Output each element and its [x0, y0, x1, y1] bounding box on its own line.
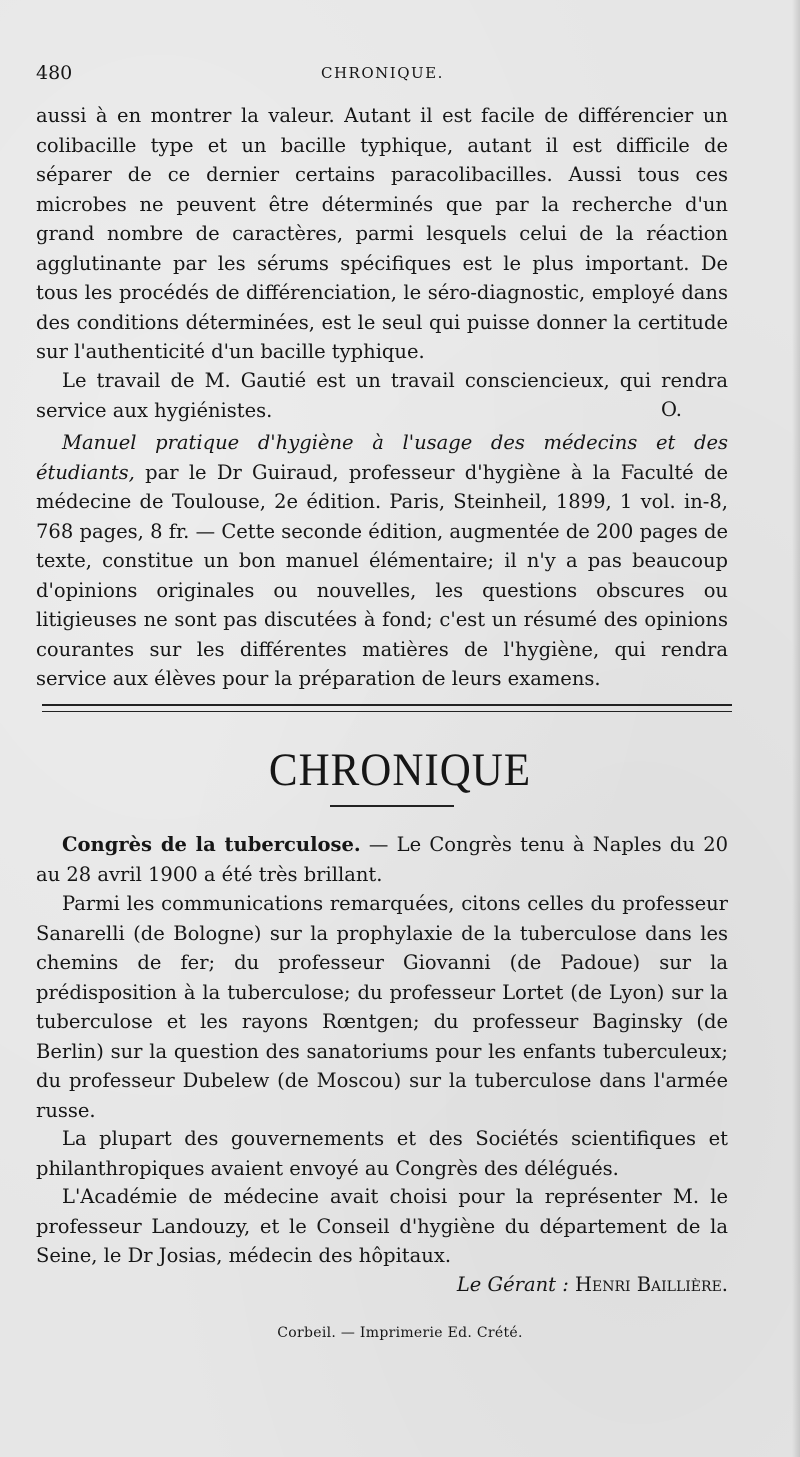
congress-lead-paragraph — [36, 830, 728, 889]
section-separator — [42, 704, 732, 712]
running-title: CHRONIQUE. — [321, 64, 444, 82]
congress-lead-text: — Le Congrès tenu à Naples du 20 au 28 avril 1900 a été très brillant. — [36, 833, 729, 886]
page-number: 480 — [36, 62, 73, 84]
congress-academy-paragraph: L'Académie de médecine avait choisi pour la représenter M. le professeur Landouzy, et le Conseil d'hygiène du département de la Seine, le Dr Josias, médecin des hôpitaux. — [36, 1185, 728, 1267]
page-edge-shadow — [792, 0, 800, 1457]
congress-delegates-paragraph: La plupart des gouvernements et des Sociétés scientifiques et philanthropiques avaient envoyé au Congrès des délégués. — [36, 1127, 728, 1180]
review-signature: O. — [660, 398, 682, 421]
signature-label: Le Gérant : — [456, 1273, 569, 1296]
book-review-body: par le Dr Guiraud, professeur d'hygiène à la Faculté de médecine de Toulouse, 2e édition. Paris, Steinheil, 1899, 1 vol. in-8, 768 pages, 8 fr. — Cette seconde édition, augmentée de 200 pages de texte, constitue un bon manuel élémentaire; il n'y a pas beaucoup d'opinions originales ou nouvelles, les questions obscures ou litigieuses ne sont pas discutées à fond; c'est un résumé des opinions courantes sur les différentes matières de l'hygiène, qui rendra service aux élèves pour la préparation de leurs examens. — [36, 460, 728, 690]
congress-heading: Congrès de la tuberculose. — [62, 833, 361, 856]
publisher-signature — [36, 1270, 770, 1300]
signature-name: Henri Baillière. — [574, 1273, 728, 1296]
review-signature-line — [36, 395, 728, 425]
printer-imprint: Corbeil. — Imprimerie Ed. Crété. — [277, 1325, 523, 1341]
review-conclusion-text: Le travail de M. Gautié est un travail consciencieux, qui rendra service aux hygiénistes. — [36, 369, 728, 422]
congress-communications-paragraph: Parmi les communications remarquées, citons celles du professeur Sanarelli (de Bologne) sur la prophylaxie de la tuberculose dans les chemins de fer; du professeur Giovanni (de Padoue) sur la prédisposition à la tuberculose; du professeur Lortet (de Lyon) sur la tuberculose et les rayons Rœntgen; du professeur Baginsky (de Berlin) sur la question des sanatoriums pour les enfants tuberculeux; du professeur Dubelew (de Moscou) sur la tuberculose dans l'armée russe. — [36, 892, 728, 1122]
title-underline — [330, 805, 454, 807]
book-review-paragraph — [36, 428, 728, 694]
running-head — [36, 62, 736, 86]
book-title: Manuel pratique d'hygiène à l'usage des médecins et des étudiants, — [36, 431, 728, 484]
section-title: CHRONIQUE — [268, 745, 532, 796]
review-continuation-paragraph: aussi à en montrer la valeur. Autant il est facile de différencier un colibacille type et un bacille typhique, autant il est difficile de séparer de ce dernier certains paracolibacilles. Aussi tous ces microbes ne peuvent être déterminés que par la recherche d'un grand nombre de caractères, parmi lesquels celui de la réaction agglutinante par les sérums spécifiques est le plus important. De tous les procédés de différenciation, le séro-diagnostic, employé dans des conditions déterminées, est le seul qui puisse donner la certitude sur l'authenticité d'un bacille typhique. — [36, 104, 728, 363]
